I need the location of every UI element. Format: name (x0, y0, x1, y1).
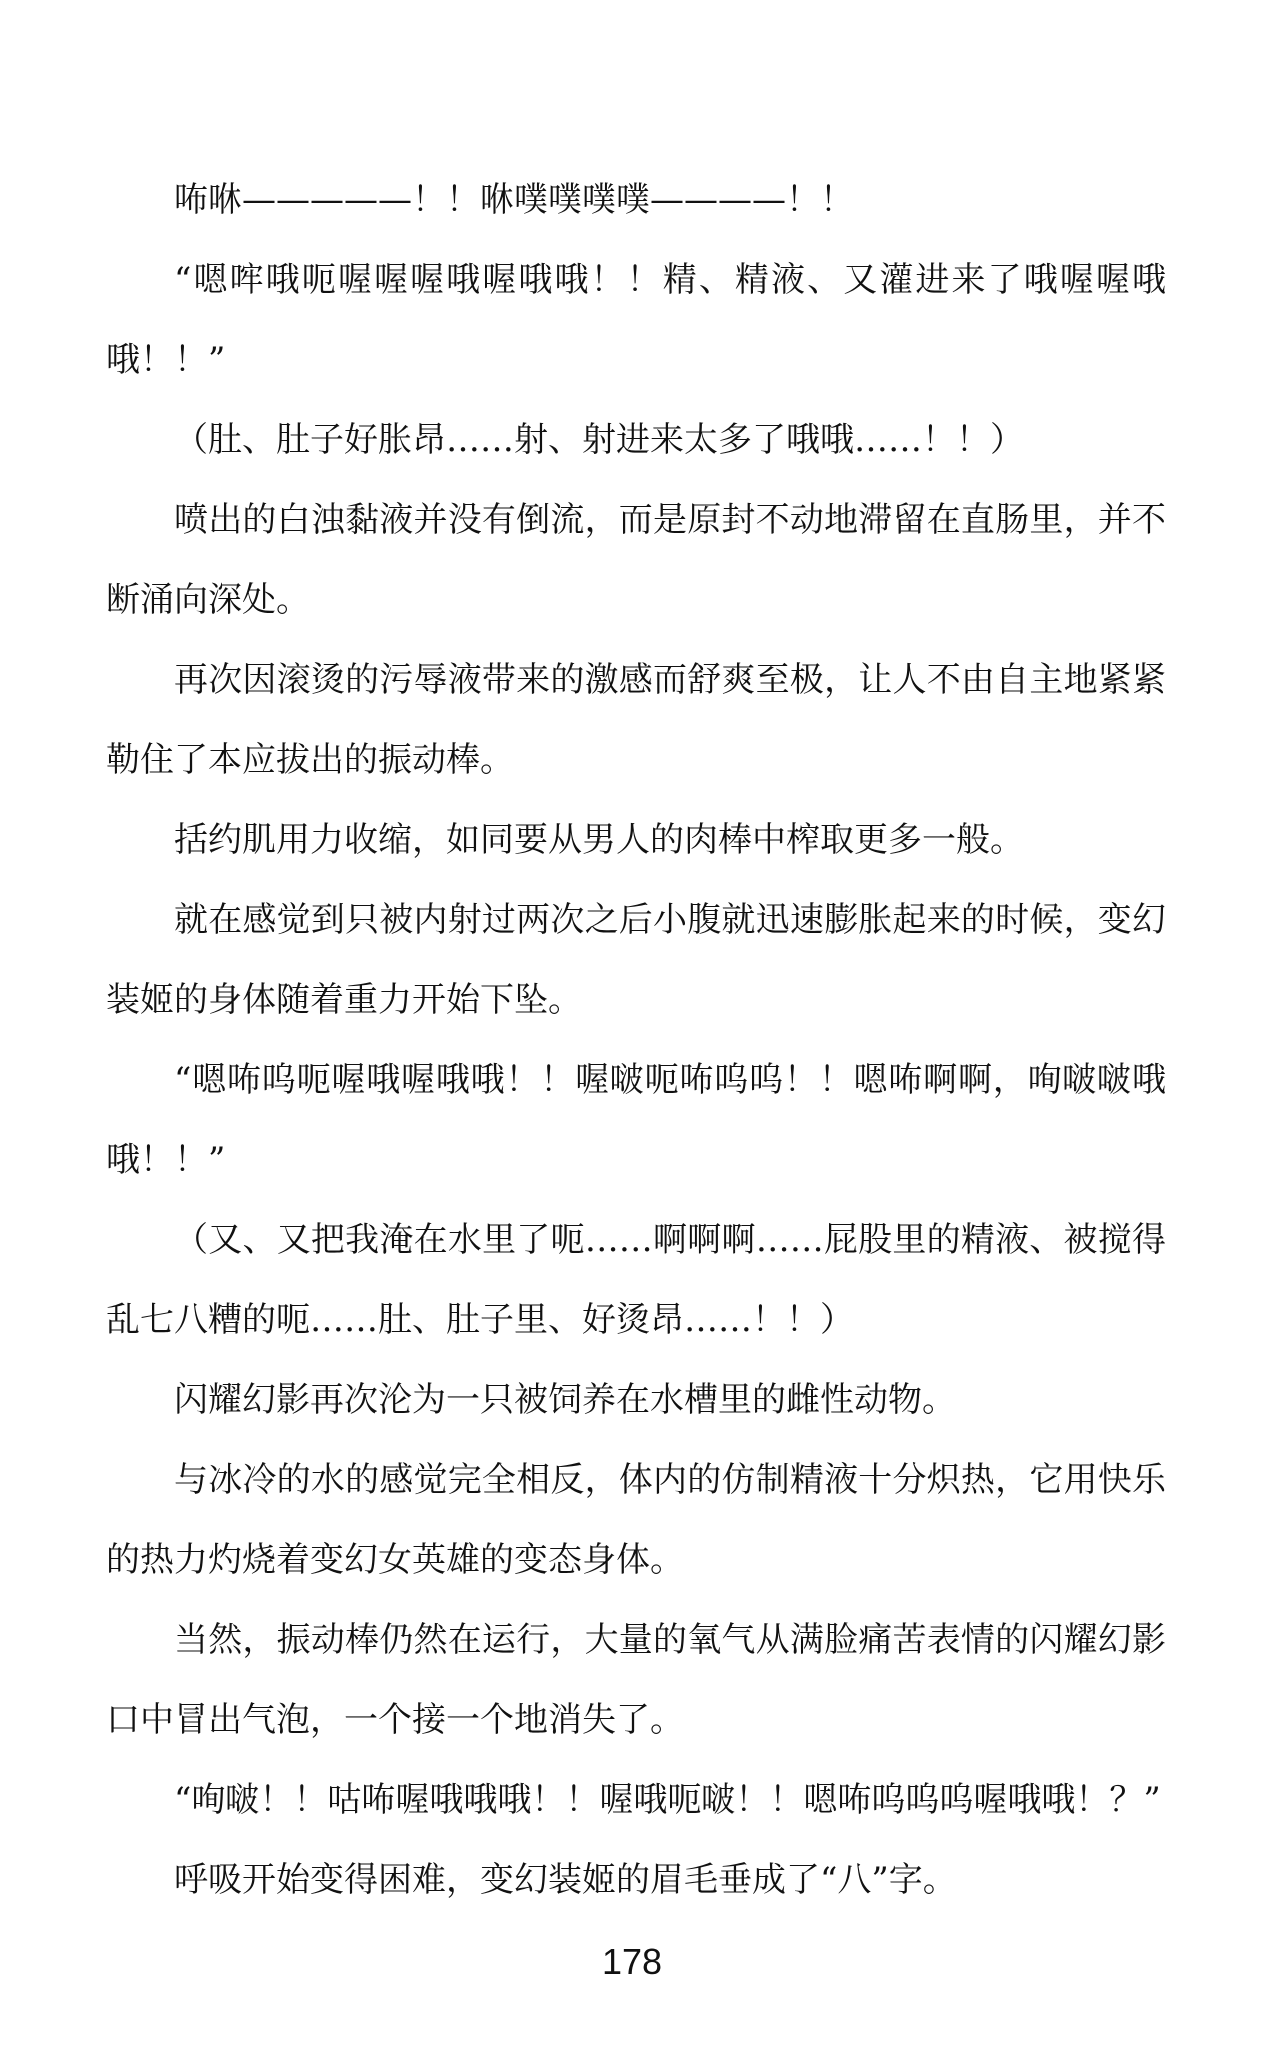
paragraph: “嗯咘呜呃喔哦喔哦哦！！喔啵呃咘呜呜！！嗯咘啊啊，咰啵啵哦哦！！” (106, 1060, 1166, 1180)
paragraph: （又、又把我淹在水里了呃……啊啊啊……屁股里的精液、被搅得乱七八糟的呃……肚、肚子里、好烫昂……！！） (106, 1220, 1166, 1340)
paragraph: 括约肌用力收缩，如同要从男人的肉棒中榨取更多一般。 (174, 820, 1024, 860)
paragraph: （肚、肚子好胀昂……射、射进来太多了哦哦……！！） (174, 420, 1024, 460)
paragraph: 闪耀幻影再次沦为一只被饲养在水槽里的雌性动物。 (174, 1380, 956, 1420)
page-number: 178 (601, 1941, 663, 1982)
paragraph: 再次因滚烫的污辱液带来的激感而舒爽至极，让人不由自主地紧紧勒住了本应拔出的振动棒。 (106, 660, 1166, 780)
paragraph: 咘咻—————！！咻噗噗噗噗————！！ (174, 180, 854, 220)
paragraph: 与冰冷的水的感觉完全相反，体内的仿制精液十分炽热，它用快乐的热力灼烧着变幻女英雄的变态身体。 (106, 1460, 1166, 1580)
paragraph: 呼吸开始变得困难，变幻装姬的眉毛垂成了“八”字。 (174, 1860, 957, 1900)
paragraph: 就在感觉到只被内射过两次之后小腹就迅速膨胀起来的时候，变幻装姬的身体随着重力开始下坠。 (106, 900, 1166, 1020)
paragraph: 喷出的白浊黏液并没有倒流，而是原封不动地滞留在直肠里，并不断涌向深处。 (106, 500, 1166, 620)
page-body (106, 160, 1166, 1920)
paragraph: 当然，振动棒仍然在运行，大量的氧气从满脸痛苦表情的闪耀幻影口中冒出气泡，一个接一个地消失了。 (106, 1620, 1166, 1740)
paragraph: “咰啵！！咕咘喔哦哦哦！！喔哦呃啵！！嗯咘呜呜呜喔哦哦！？” (174, 1780, 1161, 1820)
paragraph: “嗯哰哦呃喔喔喔哦喔哦哦！！精、精液、又灌进来了哦喔喔哦哦！！” (106, 260, 1166, 380)
